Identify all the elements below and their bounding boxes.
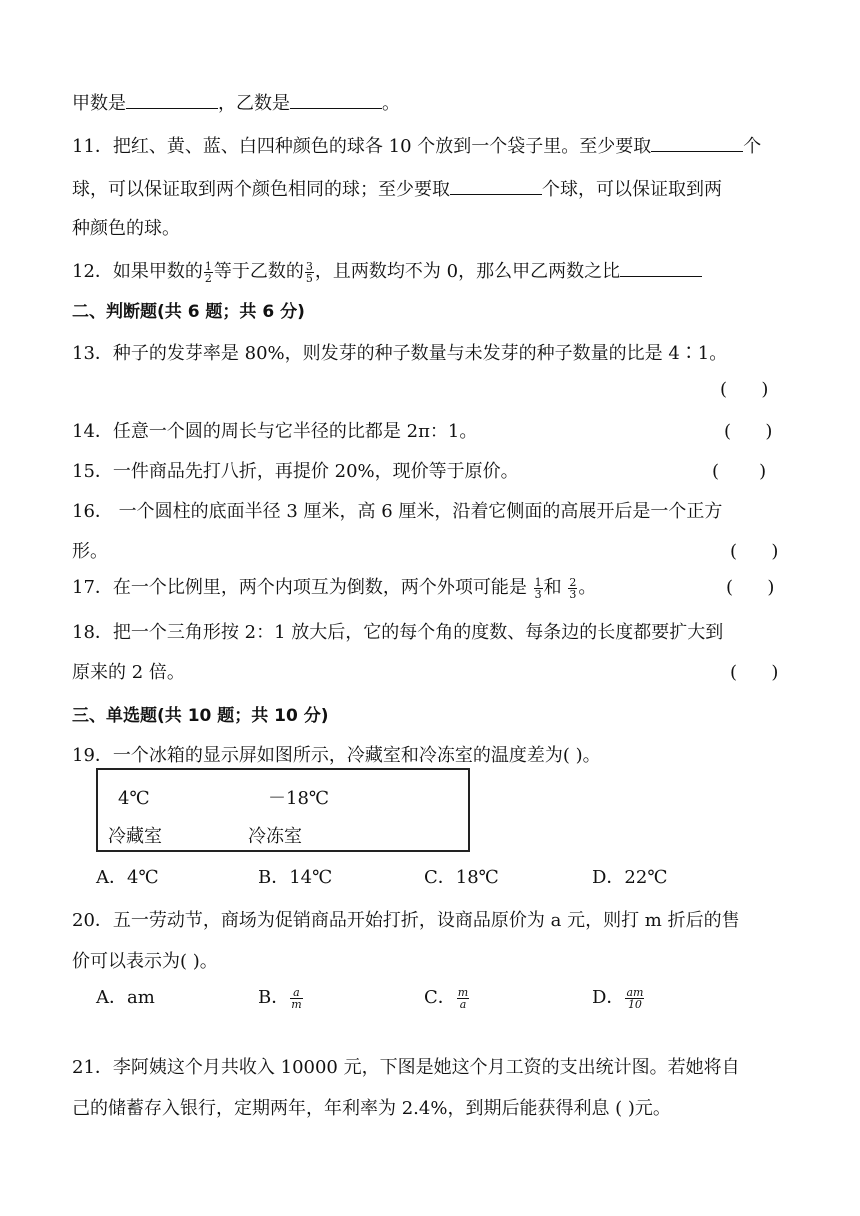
q12-text-c: ，且两数均不为 0，那么甲乙两数之比 (314, 261, 621, 282)
q11-text-2b: 个球，可以保证取到两 (542, 179, 722, 200)
q17-text-b: 和 (543, 577, 568, 598)
q11-line-1 (72, 133, 761, 159)
q17-fraction-1: $\frac{1}{3}$ (534, 575, 542, 601)
q16-answer-paren[interactable]: ( ) (730, 541, 779, 562)
q17-text-a: 17．在一个比例里，两个内项互为倒数，两个外项可能是 (72, 577, 533, 598)
q16-line-2: 形。 (72, 541, 108, 562)
q12-blank[interactable] (620, 258, 702, 277)
q11-text-1b: 个 (743, 136, 762, 157)
q20-option-c-fraction: $\frac{m}{a}$ (457, 985, 469, 1011)
q12-fraction-2: $\frac{3}{5}$ (305, 259, 313, 285)
q20-option-d-fraction: $\frac{am}{10}$ (626, 985, 644, 1011)
q11-blank-1[interactable] (651, 133, 743, 152)
fridge-label-freezer: 冷冻室 (248, 826, 302, 847)
fridge-temp-refrigerator: 4℃ (118, 788, 150, 809)
q15-answer-paren[interactable]: ( ) (712, 461, 767, 482)
q12-text-b: 等于乙数的 (213, 261, 304, 282)
q10-blank-2[interactable] (290, 90, 382, 109)
q17-text-c: 。 (578, 577, 597, 598)
q14-text: 14．任意一个圆的周长与它半径的比都是 2π：1。 (72, 421, 478, 442)
q19-option-d[interactable]: D．22℃ (592, 867, 668, 888)
q21-line-2: 己的储蓄存入银行，定期两年，年利率为 2.4%，到期后能获得利息 ( )元。 (72, 1098, 671, 1119)
q10-text-c: 。 (382, 93, 400, 114)
q21-line-1: 21．李阿姨这个月共收入 10000 元，下图是她这个月工资的支出统计图。若她将自 (72, 1057, 740, 1078)
q10-text-b: ，乙数是 (218, 93, 290, 114)
q12-fraction-1: $\frac{1}{2}$ (204, 259, 212, 285)
q20-line-1: 20．五一劳动节，商场为促销商品开始打折，设商品原价为 a 元，则打 m 折后的售 (72, 910, 740, 931)
q19-text: 19．一个冰箱的显示屏如图所示，冷藏室和冷冻室的温度差为( )。 (72, 745, 601, 766)
q11-text-1a: 11．把红、黄、蓝、白四种颜色的球各 10 个放到一个袋子里。至少要取 (72, 136, 652, 157)
q20-option-c[interactable]: C． $\frac{m}{a}$ (424, 985, 469, 1011)
q11-line-2 (72, 176, 722, 202)
q13-answer-paren[interactable]: ( ) (720, 379, 769, 400)
q14-answer-paren[interactable]: ( ) (724, 421, 773, 442)
q12-line (72, 258, 702, 284)
section-2-heading: 二、判断题(共 6 题；共 6 分) (72, 302, 305, 322)
q19-option-b[interactable]: B．14℃ (258, 867, 333, 888)
q10-text-a: 甲数是 (72, 93, 126, 114)
fridge-display-panel (96, 768, 470, 852)
q19-option-a[interactable]: A．4℃ (96, 867, 159, 888)
fridge-temp-freezer: －18℃ (268, 788, 330, 809)
section-3-heading: 三、单选题(共 10 题；共 10 分) (72, 706, 329, 726)
q11-blank-2[interactable] (450, 176, 542, 195)
q17-answer-paren[interactable]: ( ) (726, 577, 775, 598)
q13-text: 13．种子的发芽率是 80%，则发芽的种子数量与未发芽的种子数量的比是 4∶1。 (72, 343, 728, 364)
q12-text-a: 12．如果甲数的 (72, 261, 203, 282)
q18-line-2: 原来的 2 倍。 (72, 662, 185, 683)
q17-line (72, 576, 596, 600)
q18-answer-paren[interactable]: ( ) (730, 662, 779, 683)
q10-line (72, 90, 400, 116)
q10-blank-1[interactable] (126, 90, 218, 109)
q20-option-b[interactable]: B． $\frac{a}{m}$ (258, 985, 302, 1011)
q16-line-1: 16． 一个圆柱的底面半径 3 厘米，高 6 厘米，沿着它侧面的高展开后是一个正方 (72, 501, 723, 522)
q19-option-c[interactable]: C．18℃ (424, 867, 499, 888)
q18-line-1: 18．把一个三角形按 2：1 放大后，它的每个角的度数、每条边的长度都要扩大到 (72, 622, 724, 643)
q20-option-d[interactable]: D． $\frac{am}{10}$ (592, 985, 644, 1011)
q20-line-2: 价可以表示为( )。 (72, 951, 218, 972)
q20-option-a[interactable]: A．am (96, 987, 155, 1008)
q11-text-2a: 球，可以保证取到两个颜色相同的球；至少要取 (72, 179, 450, 200)
q20-option-b-fraction: $\frac{a}{m}$ (291, 985, 302, 1011)
q11-line-3: 种颜色的球。 (72, 218, 180, 239)
fridge-label-refrigerator: 冷藏室 (108, 826, 162, 847)
q15-text: 15．一件商品先打八折，再提价 20%，现价等于原价。 (72, 461, 519, 482)
q17-fraction-2: $\frac{2}{3}$ (569, 575, 577, 601)
